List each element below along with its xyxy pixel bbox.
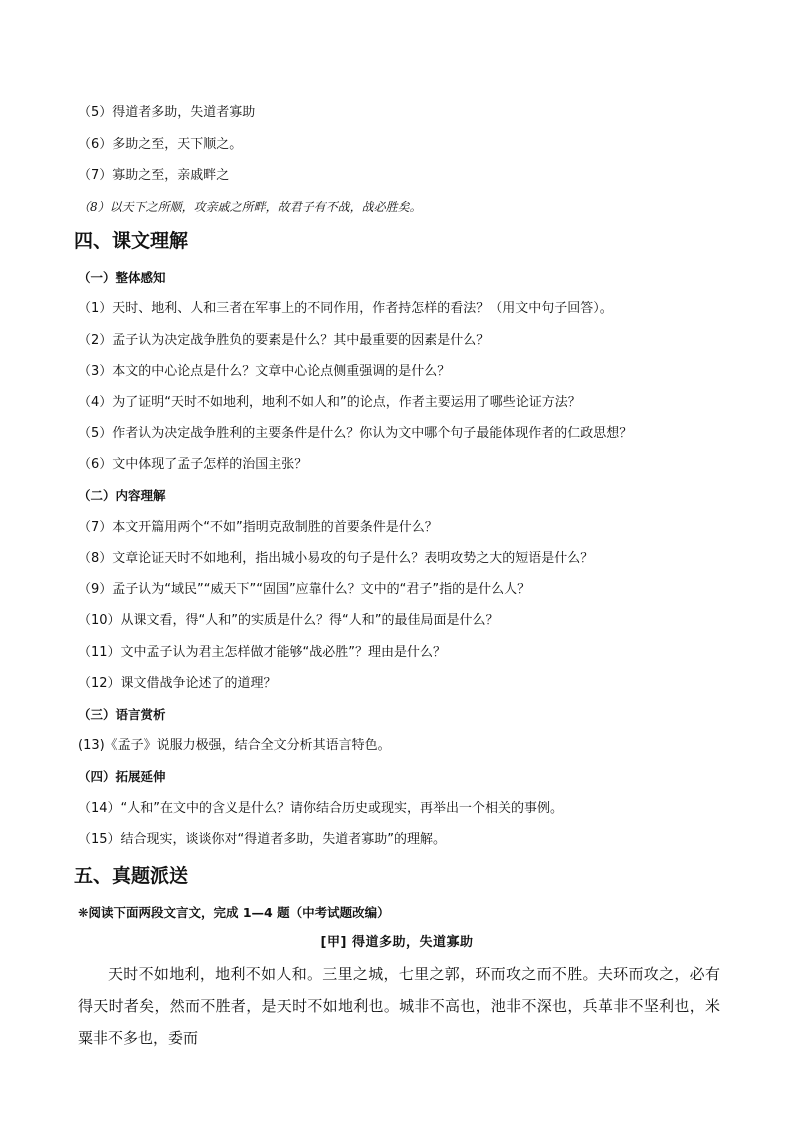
question-8: （8）文章论证天时不如地利，指出城小易攻的句子是什么？表明攻势之大的短语是什么？ xyxy=(78,551,594,566)
question-5: （5）作者认为决定战争胜利的主要条件是什么？你认为文中哪个句子最能体现作者的仁政思想？ xyxy=(78,426,633,441)
section-heading-5: 五、真题派送 xyxy=(74,865,189,887)
item-6: （6）多助之至，天下顺之。 xyxy=(78,137,243,152)
item-8: （8）以天下之所顺，攻亲戚之所畔，故君子有不战，战必胜矣。 xyxy=(78,200,422,214)
item-5: （5）得道者多助，失道者寡助 xyxy=(78,105,256,120)
question-13: (13)《孟子》说服力极强，结合全文分析其语言特色。 xyxy=(78,738,391,753)
question-15: （15）结合现实，谈谈你对“得道者多助，失道者寡助”的理解。 xyxy=(78,832,447,847)
subheading-content: （二）内容理解 xyxy=(78,488,166,503)
section-heading-4: 四、课文理解 xyxy=(74,230,189,252)
question-6: （6）文中体现了孟子怎样的治国主张？ xyxy=(78,457,308,472)
question-12: （12）课文借战争论述了的道理？ xyxy=(78,676,277,691)
question-2: （2）孟子认为决定战争胜负的要素是什么？其中最重要的因素是什么？ xyxy=(78,333,490,348)
question-14: （14）“人和”在文中的含义是什么？请你结合历史或现实，再举出一个相关的事例。 xyxy=(78,801,564,816)
subheading-overall: （一）整体感知 xyxy=(78,270,166,285)
question-1: （1）天时、地利、人和三者在军事上的不同作用，作者持怎样的看法？（用文中句子回答）。 xyxy=(78,301,613,316)
question-10: （10）从课文看，得“人和”的实质是什么？得“人和”的最佳局面是什么？ xyxy=(78,613,499,628)
question-7: （7）本文开篇用两个“不如”指明克敌制胜的首要条件是什么？ xyxy=(78,520,438,535)
question-11: （11）文中孟子认为君主怎样做才能够“战必胜”？理由是什么？ xyxy=(78,645,447,660)
question-4: （4）为了证明“天时不如地利，地利不如人和”的论点，作者主要运用了哪些论证方法？ xyxy=(78,395,581,410)
passage-title: [甲] 得道多助，失道寡助 xyxy=(320,935,474,950)
item-7: （7）寡助之至，亲戚畔之 xyxy=(78,168,230,183)
question-3: （3）本文的中心论点是什么？文章中心论点侧重强调的是什么？ xyxy=(78,364,451,379)
exam-intro: ❋阅读下面两段文言文，完成 1—4 题（中考试题改编） xyxy=(78,905,390,920)
question-9: （9）孟子认为“域民”“威天下”“固国”应靠什么？文中的“君子”指的是什么人？ xyxy=(78,582,531,597)
passage-text: 天时不如地利，地利不如人和。三里之城，七里之郭，环而攻之而不胜。夫环而攻之，必有得天时者矣，然而不胜者，是天时不如地利也。城非不高也，池非不深也，兵革非不坚利也，米粟非不多也，委而 xyxy=(78,965,720,1047)
subheading-extension: （四）拓展延伸 xyxy=(78,769,166,784)
subheading-language: （三）语言赏析 xyxy=(78,707,166,722)
